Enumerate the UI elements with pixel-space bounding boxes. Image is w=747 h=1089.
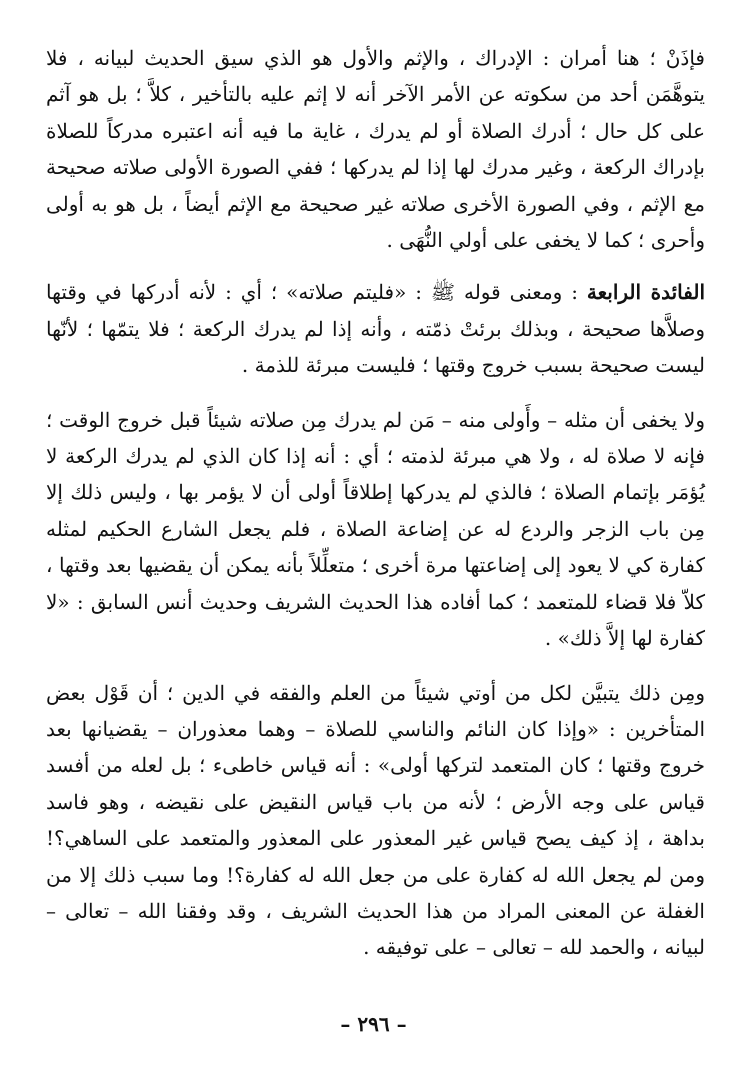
paragraph-1-text: فإذَنْ ؛ هنا أمران : الإدراك ، والإثم والأول هو الذي سيق الحديث لبيانه ، فلا يتوهَّمَن أحد من سكوته عن الأمر الآخر أنه لا إثم عليه بالتأخير ، كلاَّ ؛ بل هو آثم على كل حال ؛ أدرك الصلاة أو لم يدرك ، غاية ما فيه أنه اعتبره مدركاً للصلاة بإدراك الركعة ، وغير مدرك لها إذا لم يدركها ؛ ففي الصورة الأولى صلاته صحيحة مع الإثم ، وفي الصورة الأخرى صلاته غير صحيحة مع الإثم أيضاً ، بل هو به أولى وأحرى ؛ كما لا يخفى على أولي النُّهَى . xyxy=(46,46,705,253)
page-number: – ٢٩٦ – xyxy=(340,1012,407,1036)
paragraph-1 xyxy=(46,40,705,258)
paragraph-3 xyxy=(46,402,705,657)
paragraph-2-text: : ومعنى قوله ﷺ : «فليتم صلاته» ؛ أي : لأنه أدركها في وقتها وصلاَّها صحيحة ، وبذلك برئتْ ذمّته ، وأنه إذا لم يدرك الركعة ؛ فلا يتمّها ؛ لأنّها ليست صحيحة بسبب خروج وقتها ؛ فليست مبرئة للذمة . xyxy=(46,280,705,378)
paragraph-2 xyxy=(46,274,705,383)
paragraph-3-text: ولا يخفى أن مثله – وأَولى منه – مَن لم يدرك مِن صلاته شيئاً قبل خروج الوقت ؛ فإنه لا صلاة له ، ولا هي مبرئة لذمته ؛ أي : أنه إذا كان الذي لم يدرك الركعة لا يُؤمَر بإتمام الصلاة ؛ فالذي لم يدركها إطلاقاً أولى أن لا يؤمر بها ، وليس ذلك إلا مِن باب الزجر والردع له عن إضاعة الصلاة ، فلم يجعل الشارع الحكيم لمثله كفارة كي لا يعود إلى إضاعتها مرة أخرى ؛ متعلِّلاً بأنه يمكن أن يقضيها بعد وقتها ، كلاّ فلا قضاء للمتعمد ؛ كما أفاده هذا الحديث الشريف وحديث أنس السابق : «لا كفارة لها إلاَّ ذلك» . xyxy=(46,407,705,651)
paragraph-2-lead: الفائدة الرابعة xyxy=(586,280,705,305)
paragraph-4-text: ومِن ذلك يتبيَّن لكل من أوتي شيئاً من العلم والفقه في الدين ؛ أن قَوْل بعض المتأخرين : «وإذا كان النائم والناسي للصلاة – وهما معذوران – يقضيانها بعد خروج وقتها ؛ كان المتعمد لتركها أولى» : أنه قياس خاطىء ؛ بل لعله من أفسد قياس على وجه الأرض ؛ لأنه من باب قياس النقيض على نقيضه ، وهو فاسد بداهة ، إذ كيف يصح قياس غير المعذور على المعذور والمتعمد على الساهي؟! ومن لم يجعل الله له كفارة على من جعل الله له كفارة؟! وما سبب ذلك إلا من الغفلة عن المعنى المراد من هذا الحديث الشريف ، وقد وفقنا الله – تعالى – لبيانه ، والحمد لله – تعالى – على توفيقه . xyxy=(46,680,705,960)
paragraph-4 xyxy=(46,675,705,966)
